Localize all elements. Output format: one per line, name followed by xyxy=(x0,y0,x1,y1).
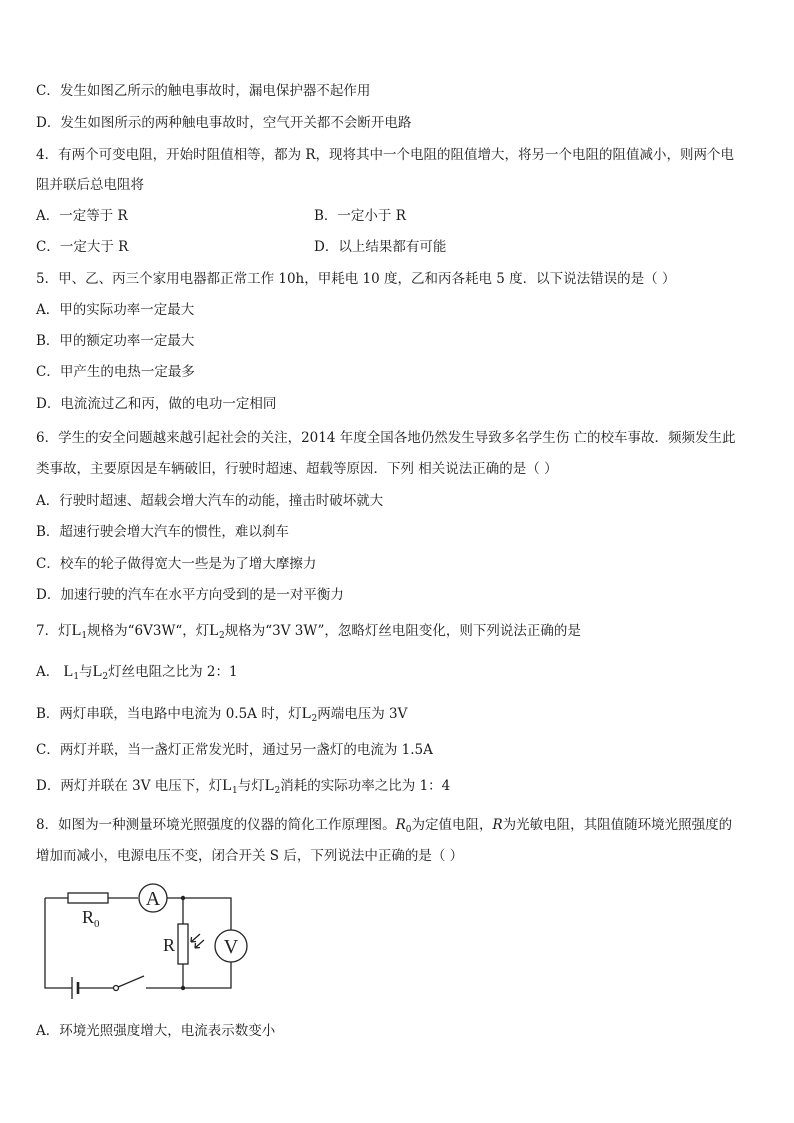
q5-option-d: D．电流流过乙和丙，做的电功一定相同 xyxy=(36,396,277,412)
q7-option-a: A． $L_1$与$L_2$灯丝电阻之比为 2：1 xyxy=(36,663,238,682)
light-arrow-1 xyxy=(191,934,200,942)
light-arrow-2 xyxy=(195,940,204,948)
q5-option-a: A．甲的实际功率一定最大 xyxy=(36,302,195,318)
wire-left xyxy=(45,898,72,988)
q6-option-d: D．加速行驶的汽车在水平方向受到的是一对平衡力 xyxy=(36,587,344,603)
junction-top xyxy=(181,896,185,900)
q4-option-a: A．一定等于 R xyxy=(36,208,128,224)
q4-option-d: D．以上结果都有可能 xyxy=(314,239,447,255)
q3-option-d: D．发生如图所示的两种触电事故时，空气开关都不会断开电路 xyxy=(36,115,412,131)
q7-option-c: C．两灯并联，当一盏灯正常发光时，通过另一盏灯的电流为 1.5A xyxy=(36,742,433,758)
q8-option-a: A．环境光照强度增大，电流表示数变小 xyxy=(36,1023,276,1039)
voltmeter-label: V xyxy=(223,936,239,958)
q4-stem-line2: 阻并联后总电阻将 xyxy=(36,177,144,193)
wire-switch-right xyxy=(146,962,231,988)
q3-option-c: C．发生如图乙所示的触电事故时，漏电保护器不起作用 xyxy=(36,83,371,99)
q5-option-c: C．甲产生的电热一定最多 xyxy=(36,364,195,380)
circuit-diagram xyxy=(38,876,253,1002)
q6-stem-line1: 6．学生的安全问题越来越引起社会的关注，2014 年度全国各地仍然发生导致多名学生伤 亡的校车事故．频频发生此 xyxy=(36,430,736,446)
q7-option-d: D．两灯并联在 3V 电压下，灯$L_1$与灯$L_2$消耗的实际功率之比为 1：4 xyxy=(36,777,451,796)
r0-label: $R_0$ xyxy=(82,907,100,930)
ammeter-label: A xyxy=(145,888,161,910)
q4-stem-line1: 4．有两个可变电阻，开始时阻值相等，都为 R，现将其中一个电阻的阻值增大，将另一个电阻的阻值减小，则两个电 xyxy=(36,147,735,163)
q5-option-b: B．甲的额定功率一定最大 xyxy=(36,333,195,349)
q6-option-c: C．校车的轮子做得宽大一些是为了增大摩擦力 xyxy=(36,556,317,572)
q7-option-b: B．两灯串联，当电路中电流为 0.5A 时，灯$L_2$两端电压为 3V xyxy=(36,705,408,724)
q8-stem-line2: 增加而减小，电源电压不变，闭合开关 S 后，下列说法中正确的是（ ） xyxy=(36,848,464,864)
q6-option-b: B．超速行驶会增大汽车的惯性，难以刹车 xyxy=(36,524,289,540)
q6-stem-line2: 类事故，主要原因是车辆破旧，行驶时超速、超载等原因．下列 相关说法正确的是（ ） xyxy=(36,461,558,477)
q5-stem: 5．甲、乙、丙三个家用电器都正常工作 10h，甲耗电 10 度，乙和丙各耗电 5 度．以下说法错误的是（ ） xyxy=(36,271,676,287)
r-label: R xyxy=(163,935,176,955)
photoresistor xyxy=(178,924,188,964)
q8-stem-line1: 8．如图为一种测量环境光照强度的仪器的简化工作原理图。$R_0$为定值电阻，R为光敏电阻，其阻值随环境光照强度的 xyxy=(36,817,733,835)
q4-option-c: C．一定大于 R xyxy=(36,239,129,255)
q4-option-b: B．一定小于 R xyxy=(314,208,406,224)
junction-bottom xyxy=(181,986,185,990)
switch-contact xyxy=(114,986,119,991)
wire-ammeter-right xyxy=(167,898,231,930)
q7-stem: 7．灯$L_1$规格为“6V3W“，灯$L_2$规格为“3V 3W”，忽略灯丝电阻变化，则下列说法正确的是 xyxy=(36,622,581,641)
switch-lever xyxy=(118,976,144,987)
resistor-r0 xyxy=(68,893,108,903)
q6-option-a: A．行驶时超速、超载会增大汽车的动能，撞击时破坏就大 xyxy=(36,493,384,509)
